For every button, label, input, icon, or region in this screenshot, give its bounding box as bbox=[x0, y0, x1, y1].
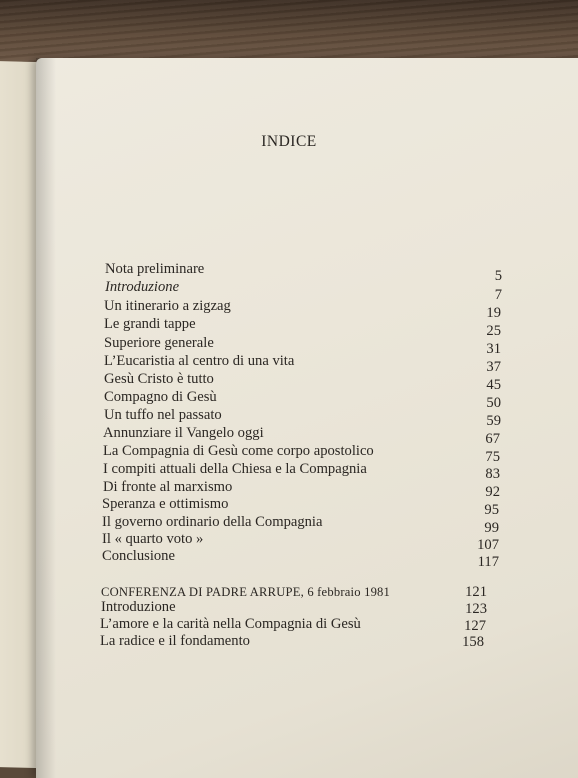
toc-entry-page: 25 bbox=[486, 323, 501, 339]
toc-entry-page: 45 bbox=[486, 377, 501, 393]
toc-entry-label: Il governo ordinario della Compagnia bbox=[102, 514, 323, 530]
conference-entry-page: 158 bbox=[462, 634, 484, 650]
conference-heading: CONFERENZA DI PADRE ARRUPE, 6 febbraio 1981 bbox=[101, 585, 391, 599]
toc-entry-label: Introduzione bbox=[105, 279, 180, 295]
toc-entry-label: Un tuffo nel passato bbox=[104, 407, 222, 423]
toc-entry-label: Il « quarto voto » bbox=[102, 531, 204, 547]
toc-entry-label: Un itinerario a zigzag bbox=[104, 298, 231, 314]
toc-entry-page: 19 bbox=[486, 305, 501, 321]
toc-entry-label: Nota preliminare bbox=[105, 261, 205, 277]
conference-entry-label: L’amore e la carità nella Compagnia di Gesù bbox=[100, 616, 361, 632]
toc-entry-page: 5 bbox=[494, 268, 502, 284]
toc-entry-page: 31 bbox=[486, 341, 501, 357]
page-title: INDICE bbox=[261, 133, 317, 150]
toc-entry-page: 37 bbox=[486, 359, 501, 375]
conference-entry-page: 127 bbox=[464, 618, 486, 634]
toc-entry-page: 67 bbox=[485, 431, 500, 447]
conference-entry-label: Introduzione bbox=[101, 599, 176, 615]
conference-entry-page: 123 bbox=[465, 601, 487, 617]
toc-entry-label: Le grandi tappe bbox=[104, 316, 196, 332]
toc-entry-page: 99 bbox=[484, 520, 499, 536]
toc-entry-page: 117 bbox=[477, 554, 499, 570]
toc-entry-page: 50 bbox=[486, 395, 501, 411]
toc-entry-label: La Compagnia di Gesù come corpo apostolico bbox=[103, 443, 374, 459]
toc-entry-page: 59 bbox=[486, 413, 501, 429]
toc-entry-page: 83 bbox=[485, 466, 500, 482]
conference-entry-label: La radice e il fondamento bbox=[100, 633, 250, 649]
toc-entry-page: 75 bbox=[485, 449, 500, 465]
toc-entry-page: 92 bbox=[485, 484, 500, 500]
toc-entry-label: Annunziare il Vangelo oggi bbox=[103, 425, 264, 441]
toc-entry-page: 7 bbox=[494, 287, 502, 303]
toc-entry-label: Gesù Cristo è tutto bbox=[104, 371, 214, 387]
toc-entry-page: 107 bbox=[477, 537, 499, 553]
conference-heading-page: 121 bbox=[465, 584, 487, 600]
toc-entry-label: Di fronte al marxismo bbox=[103, 479, 233, 495]
toc-entry-page: 95 bbox=[484, 502, 499, 518]
toc-entry-label: Speranza e ottimismo bbox=[102, 496, 229, 512]
toc-entry-label: Compagno di Gesù bbox=[104, 389, 217, 405]
toc-entry-label: Conclusione bbox=[102, 548, 175, 564]
toc-entry-label: L’Eucaristia al centro di una vita bbox=[104, 353, 295, 369]
toc-entry-label: I compiti attuali della Chiesa e la Compagnia bbox=[103, 461, 367, 477]
toc-entry-label: Superiore generale bbox=[104, 335, 214, 351]
